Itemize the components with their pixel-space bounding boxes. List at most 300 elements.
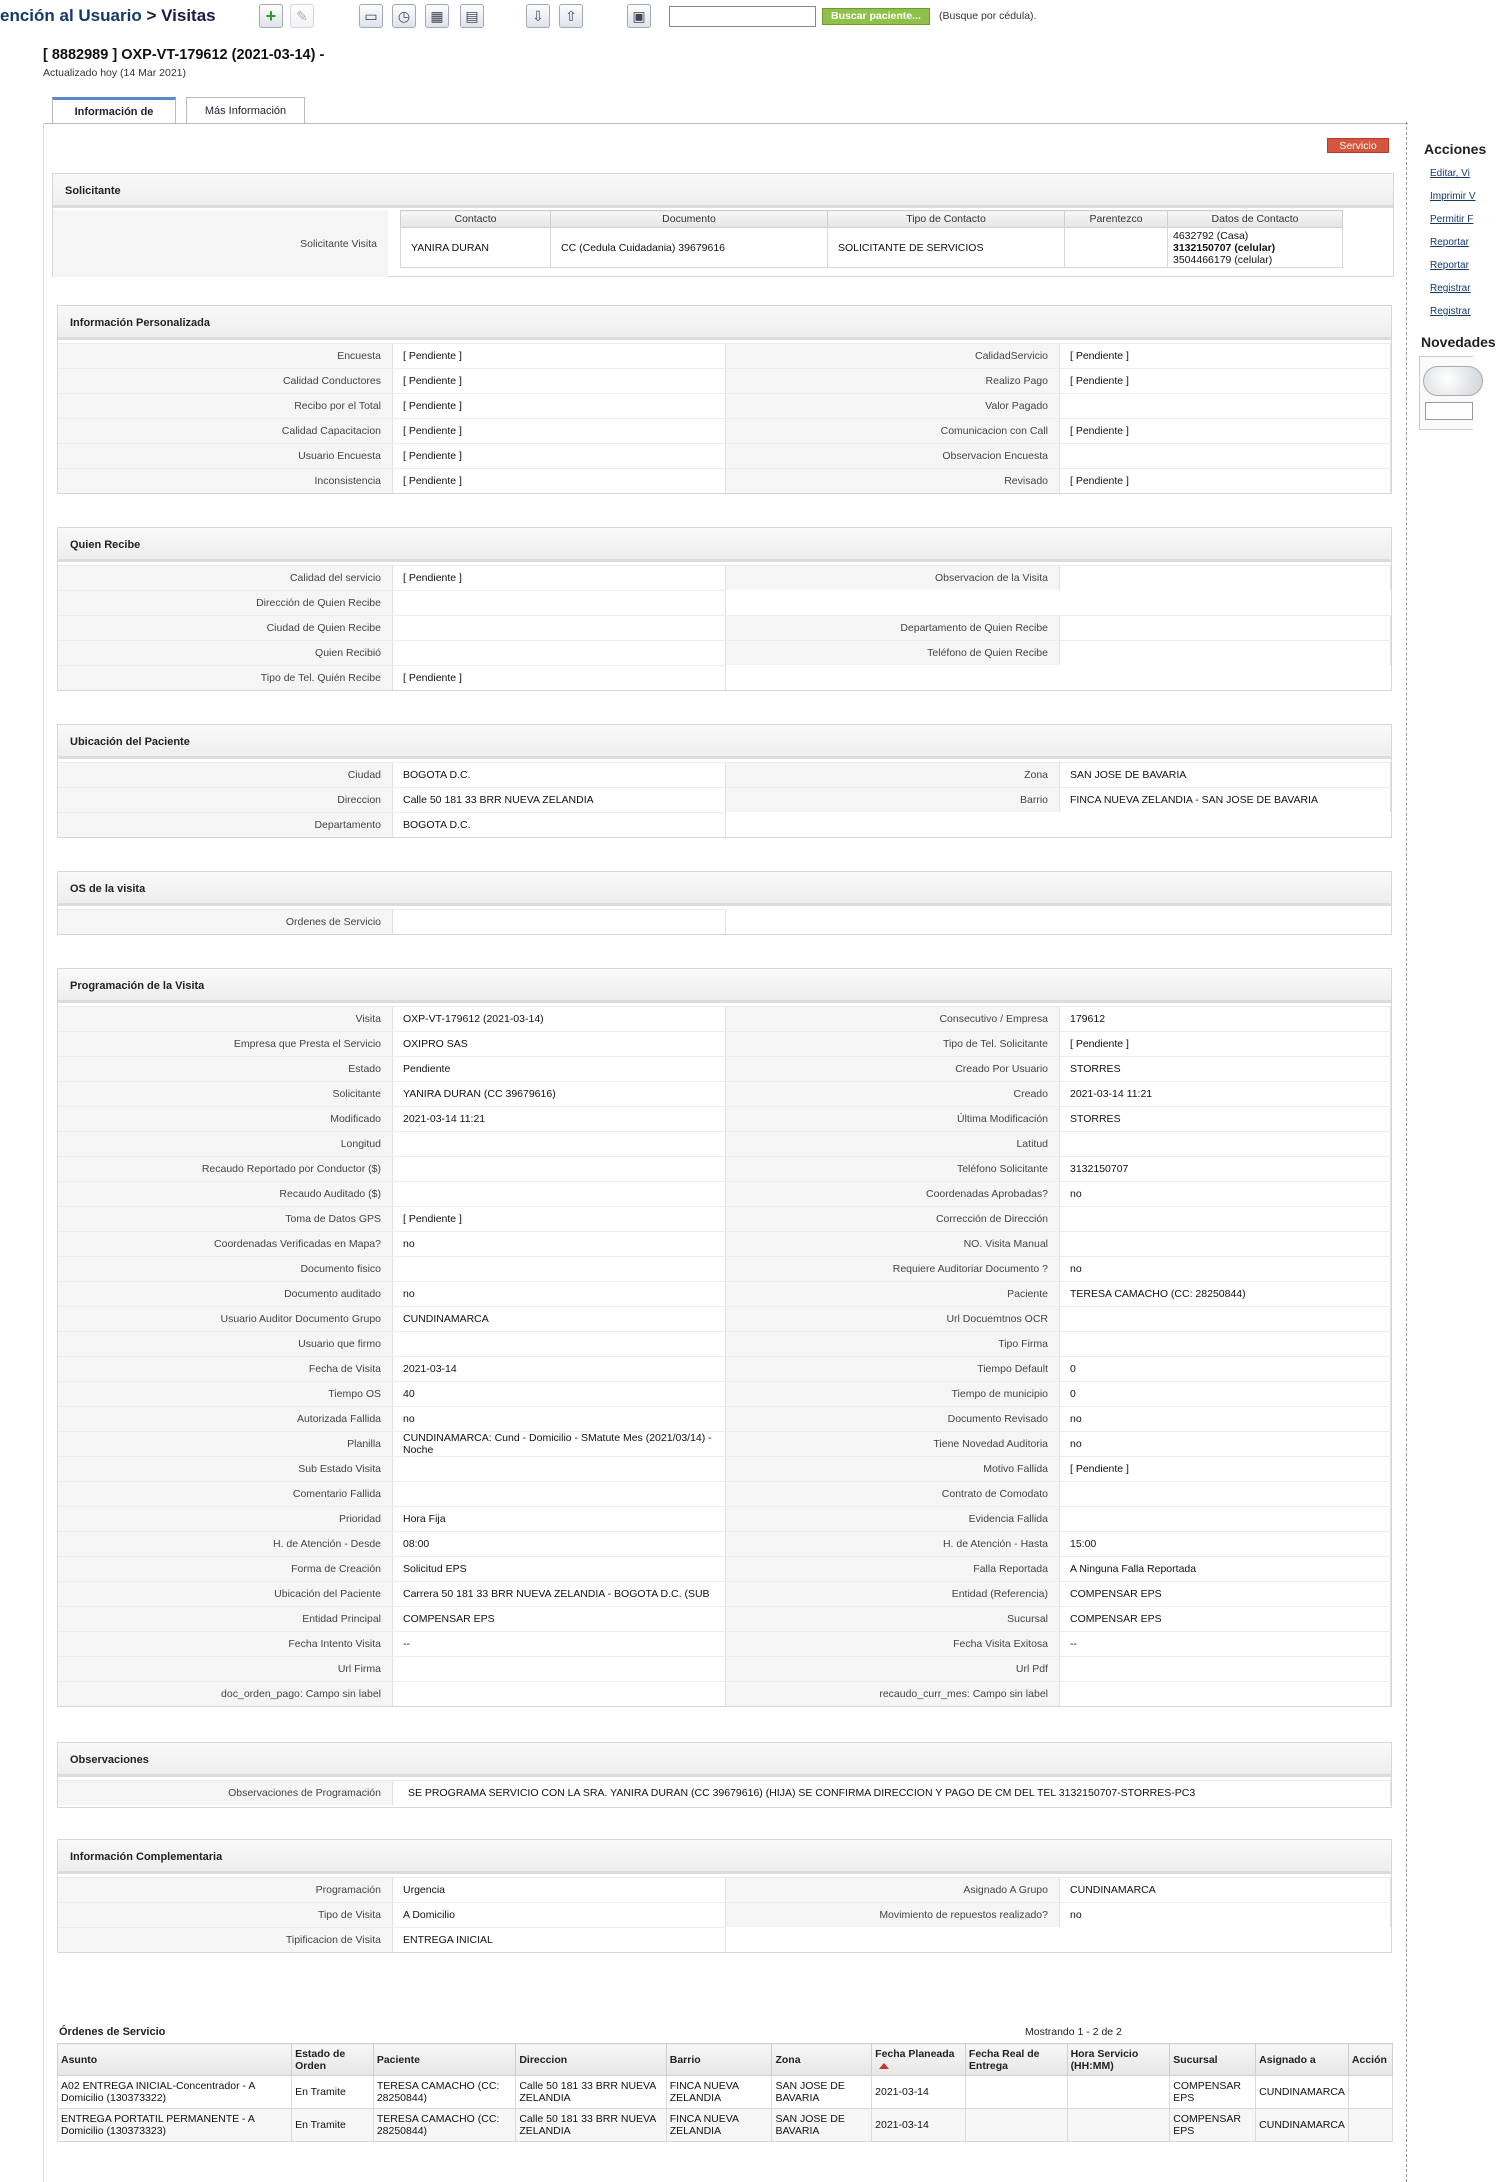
field-value: ENTREGA INICIAL [392, 1928, 726, 1952]
field-value [1059, 394, 1391, 418]
field-value: -- [392, 1632, 726, 1656]
field-value: BOGOTA D.C. [392, 813, 726, 837]
table-cell: CUNDINAMARCA [1256, 2109, 1349, 2142]
field-label: Calidad del servicio [58, 566, 392, 590]
field-label: Creado [726, 1082, 1059, 1106]
field-value [1059, 1232, 1391, 1256]
field-value: Calle 50 181 33 BRR NUEVA ZELANDIA [392, 788, 726, 812]
field-value: CUNDINAMARCA: Cund - Domicilio - SMatute Mes (2021/03/14) - Noche [392, 1432, 726, 1456]
search-patient-button[interactable]: Buscar paciente... [822, 8, 930, 25]
field-value [392, 910, 726, 934]
field-label: Tipo Firma [726, 1332, 1059, 1356]
page-title: [ 8882989 ] OXP-VT-179612 (2021-03-14) - [43, 47, 325, 63]
field-value [392, 1682, 726, 1706]
field-label: Observaciones de Programación [58, 1781, 392, 1805]
table-cell [1348, 2109, 1392, 2142]
field-label: Fecha Intento Visita [58, 1632, 392, 1656]
field-value: [ Pendiente ] [1059, 369, 1391, 393]
form-row [58, 368, 1391, 393]
field-label: Creado Por Usuario [726, 1057, 1059, 1081]
field-label: NO. Visita Manual [726, 1232, 1059, 1256]
servicio-badge[interactable]: Servicio [1327, 138, 1389, 153]
field-value: Hora Fija [392, 1507, 726, 1531]
field-label: Requiere Auditoriar Documento ? [726, 1257, 1059, 1281]
column-header[interactable] [373, 2044, 516, 2076]
field-label: CalidadServicio [726, 344, 1059, 368]
field-label: Evidencia Fallida [726, 1507, 1059, 1531]
quien-recibe-section [57, 527, 1392, 691]
section-header: Programación de la Visita [58, 969, 1391, 1003]
column-header[interactable] [58, 2044, 292, 2076]
form-row [58, 1456, 1391, 1481]
field-value: BOGOTA D.C. [392, 763, 726, 787]
field-value: 2021-03-14 11:21 [392, 1107, 726, 1131]
field-label: Tipo de Tel. Quién Recibe [58, 666, 392, 690]
field-label: Observacion Encuesta [726, 444, 1059, 468]
field-value: no [392, 1407, 726, 1431]
field-value [392, 1157, 726, 1181]
field-label: Ordenes de Servicio [58, 910, 392, 934]
breadcrumb [0, 6, 216, 26]
column-header-label: Acción [1351, 2053, 1387, 2066]
field-label: Sub Estado Visita [58, 1457, 392, 1481]
form-row [58, 1156, 1391, 1181]
field-value: 2021-03-14 11:21 [1059, 1082, 1391, 1106]
column-header-label: Barrio [669, 2053, 701, 2066]
column-header-label: Direccion [519, 2053, 568, 2066]
table-cell: TERESA CAMACHO (CC: 28250844) [373, 2109, 516, 2142]
field-value: Pendiente [392, 1057, 726, 1081]
field-label: Encuesta [58, 344, 392, 368]
contact-name: YANIRA DURAN [401, 228, 551, 268]
form-row [58, 1481, 1391, 1506]
column-header[interactable] [1067, 2044, 1170, 2076]
field-value [1059, 1657, 1391, 1681]
field-label: Modificado [58, 1107, 392, 1131]
column-header: Contacto [401, 211, 551, 228]
field-label: Planilla [58, 1432, 392, 1456]
field-value: no [1059, 1407, 1391, 1431]
clock-icon[interactable]: ◷ [392, 4, 416, 28]
contact-document: CC (Cedula Cuidadania) 39679616 [551, 228, 828, 268]
form-row [58, 1506, 1391, 1531]
monitor-icon[interactable]: ▣ [627, 4, 651, 28]
field-value [1059, 1682, 1391, 1706]
column-header[interactable] [1170, 2044, 1256, 2076]
field-label: Revisado [726, 469, 1059, 493]
form-row [58, 1406, 1391, 1431]
field-value: CUNDINAMARCA [1059, 1878, 1391, 1902]
form-row [58, 1581, 1391, 1606]
field-value: COMPENSAR EPS [1059, 1582, 1391, 1606]
field-label: Valor Pagado [726, 394, 1059, 418]
table-cell: SAN JOSE DE BAVARIA [772, 2076, 872, 2109]
action-link-print[interactable]: Imprimir V [1430, 191, 1476, 202]
updated-text: Actualizado hoy (14 Mar 2021) [43, 67, 186, 79]
column-header[interactable] [666, 2044, 772, 2076]
column-header[interactable] [292, 2044, 374, 2076]
contact-relation [1065, 228, 1168, 268]
field-label: Consecutivo / Empresa [726, 1007, 1059, 1031]
field-value: no [1059, 1903, 1391, 1927]
actions-title: Acciones [1424, 141, 1487, 157]
field-value: [ Pendiente ] [392, 1207, 726, 1231]
action-link-report-1[interactable]: Reportar [1430, 237, 1469, 248]
form-row [58, 1031, 1391, 1056]
section-header: Quien Recibe [58, 528, 1391, 562]
field-label: Usuario que firmo [58, 1332, 392, 1356]
form-row [58, 1056, 1391, 1081]
field-label: Paciente [726, 1282, 1059, 1306]
field-label: Calidad Capacitacion [58, 419, 392, 443]
field-value: Urgencia [392, 1878, 726, 1902]
form-row [58, 1656, 1391, 1681]
field-value: [ Pendiente ] [392, 394, 726, 418]
form-row [58, 1606, 1391, 1631]
field-label: H. de Atención - Hasta [726, 1532, 1059, 1556]
field-value: Carrera 50 181 33 BRR NUEVA ZELANDIA - BOGOTA D.C. (SUB [392, 1582, 726, 1606]
table-cell: En Tramite [292, 2109, 374, 2142]
form-row [58, 1356, 1391, 1381]
field-label: Documento fisico [58, 1257, 392, 1281]
field-value [1059, 1207, 1391, 1231]
column-header-label: Sucursal [1173, 2053, 1218, 2066]
field-label: Programación [58, 1878, 392, 1902]
field-value [1059, 444, 1391, 468]
field-value: [ Pendiente ] [1059, 1032, 1391, 1056]
sort-ascending-icon[interactable] [879, 2063, 889, 2069]
column-header-label: Asunto [61, 2053, 98, 2066]
breadcrumb-current: Visitas [161, 6, 216, 25]
field-value: [ Pendiente ] [1059, 469, 1391, 493]
form-row [58, 665, 726, 690]
action-link-register-1[interactable]: Registrar [1430, 283, 1471, 294]
table-cell: ENTREGA PORTATIL PERMANENTE - A Domicilio (130373323) [58, 2109, 292, 2142]
edit-icon[interactable]: ✎ [290, 4, 314, 28]
field-label: Latitud [726, 1132, 1059, 1156]
form-row [58, 1877, 1391, 1902]
phone-mobile-2: 3504466179 (celular) [1173, 253, 1273, 266]
table-cell: 2021-03-14 [872, 2109, 966, 2142]
export-icon[interactable]: ⇩ [526, 4, 550, 28]
column-header[interactable] [516, 2044, 666, 2076]
form-row [58, 1431, 1391, 1456]
table-cell: COMPENSAR EPS [1170, 2109, 1256, 2142]
cloud-icon [1423, 366, 1483, 396]
form-row [58, 1531, 1391, 1556]
table-row[interactable] [58, 2076, 1393, 2109]
table-cell: COMPENSAR EPS [1170, 2076, 1256, 2109]
field-label: Observacion de la Visita [726, 566, 1059, 590]
field-value: COMPENSAR EPS [1059, 1607, 1391, 1631]
form-row [58, 590, 726, 615]
field-value: COMPENSAR EPS [392, 1607, 726, 1631]
form-row [58, 1206, 1391, 1231]
table-row[interactable] [58, 2109, 1393, 2142]
form-row [58, 443, 1391, 468]
field-label: Departamento [58, 813, 392, 837]
field-label: Ubicación del Paciente [58, 1582, 392, 1606]
phone-mobile-1: 3132150707 (celular) [1173, 241, 1276, 254]
field-label: Documento auditado [58, 1282, 392, 1306]
form-row [58, 565, 1391, 590]
field-label: Tiempo OS [58, 1382, 392, 1406]
field-value: no [392, 1282, 726, 1306]
field-label: Longitud [58, 1132, 392, 1156]
field-label: Ciudad de Quien Recibe [58, 616, 392, 640]
field-label: Autorizada Fallida [58, 1407, 392, 1431]
field-value [1059, 616, 1391, 640]
import-icon[interactable]: ⇧ [559, 4, 583, 28]
column-header-label: Zona [775, 2053, 801, 2066]
calculator-icon[interactable]: ▦ [425, 4, 449, 28]
field-value: [ Pendiente ] [392, 566, 726, 590]
action-link-edit[interactable]: Editar, Vi [1430, 168, 1470, 179]
field-label: Entidad Principal [58, 1607, 392, 1631]
field-value: no [1059, 1432, 1391, 1456]
info-complementaria-section [57, 1839, 1392, 1953]
field-label: Teléfono Solicitante [726, 1157, 1059, 1181]
field-value: [ Pendiente ] [392, 666, 726, 690]
phone-home: 4632792 (Casa) [1173, 229, 1249, 242]
table-cell [1348, 2076, 1392, 2109]
field-label: Tiene Novedad Auditoria [726, 1432, 1059, 1456]
info-personalizada-section [57, 305, 1392, 494]
field-label: Tiempo de municipio [726, 1382, 1059, 1406]
field-value [392, 616, 726, 640]
field-value: CUNDINAMARCA [392, 1307, 726, 1331]
column-header: Datos de Contacto [1168, 211, 1343, 228]
field-value: no [392, 1232, 726, 1256]
form-row [58, 1331, 1391, 1356]
form-row [58, 1006, 1391, 1031]
field-value [392, 1657, 726, 1681]
novedades-title: Novedades [1421, 334, 1496, 350]
field-label: Empresa que Presta el Servicio [58, 1032, 392, 1056]
field-label: Documento Revisado [726, 1407, 1059, 1431]
field-label: Barrio [726, 788, 1059, 812]
form-row [58, 418, 1391, 443]
breadcrumb-separator: > [146, 6, 157, 25]
column-header-label: Estado de Orden [295, 2047, 346, 2072]
field-label: Quien Recibió [58, 641, 392, 665]
field-value: 0 [1059, 1357, 1391, 1381]
breadcrumb-parent[interactable]: ención al Usuario [0, 6, 142, 25]
search-input[interactable] [669, 6, 816, 27]
tab-mas-informacion[interactable]: Más Información [186, 97, 305, 124]
field-value: [ Pendiente ] [392, 419, 726, 443]
form-row [58, 615, 1391, 640]
form-row [58, 1281, 1391, 1306]
field-value: OXP-VT-179612 (2021-03-14) [392, 1007, 726, 1031]
field-value: 15:00 [1059, 1532, 1391, 1556]
field-label: Tipo de Tel. Solicitante [726, 1032, 1059, 1056]
form-row [58, 1556, 1391, 1581]
field-label: Visita [58, 1007, 392, 1031]
table-cell: A02 ENTREGA INICIAL-Concentrador - A Domicilio (130373322) [58, 2076, 292, 2109]
column-header-label: Fecha Planeada [875, 2047, 955, 2060]
field-label: Teléfono de Quien Recibe [726, 641, 1059, 665]
field-label: Forma de Creación [58, 1557, 392, 1581]
field-value: YANIRA DURAN (CC 39679616) [392, 1082, 726, 1106]
os-visita-section [57, 871, 1392, 935]
orders-table [57, 2043, 1393, 2142]
table-cell [965, 2076, 1067, 2109]
column-header[interactable] [965, 2044, 1067, 2076]
field-label: Sucursal [726, 1607, 1059, 1631]
field-value [1059, 1307, 1391, 1331]
field-label: Fecha Visita Exitosa [726, 1632, 1059, 1656]
field-value [392, 1132, 726, 1156]
field-value: OXIPRO SAS [392, 1032, 726, 1056]
field-label: Falla Reportada [726, 1557, 1059, 1581]
field-value: -- [1059, 1632, 1391, 1656]
field-label: Prioridad [58, 1507, 392, 1531]
field-value [1059, 1132, 1391, 1156]
field-value [1059, 1507, 1391, 1531]
field-label: Ciudad [58, 763, 392, 787]
field-value: STORRES [1059, 1057, 1391, 1081]
form-row [58, 1181, 1391, 1206]
ubicacion-section [57, 724, 1392, 838]
search-hint: (Busque por cédula). [939, 10, 1037, 22]
field-label: Fecha de Visita [58, 1357, 392, 1381]
field-label: Movimiento de repuestos realizado? [726, 1903, 1059, 1927]
field-value: STORRES [1059, 1107, 1391, 1131]
novedad-input[interactable] [1425, 402, 1473, 420]
field-label: Recibo por el Total [58, 394, 392, 418]
action-link-register-2[interactable]: Registrar [1430, 306, 1471, 317]
observaciones-section [57, 1742, 1392, 1808]
field-label: Recaudo Reportado por Conductor ($) [58, 1157, 392, 1181]
field-value [392, 1257, 726, 1281]
field-label: Direccion [58, 788, 392, 812]
table-cell: CUNDINAMARCA [1256, 2076, 1349, 2109]
column-header[interactable] [1256, 2044, 1349, 2076]
field-value: A Domicilio [392, 1903, 726, 1927]
column-header[interactable] [1348, 2044, 1392, 2076]
contacts-table [400, 210, 1343, 268]
window-icon[interactable]: ▭ [359, 4, 383, 28]
field-value [392, 641, 726, 665]
field-label: Url Docuemtnos OCR [726, 1307, 1059, 1331]
field-label: Comentario Fallida [58, 1482, 392, 1506]
table-cell: 2021-03-14 [872, 2076, 966, 2109]
column-header[interactable] [772, 2044, 872, 2076]
field-label: Realizo Pago [726, 369, 1059, 393]
add-icon[interactable]: + [259, 4, 283, 28]
form-row [58, 1256, 1391, 1281]
field-value [392, 1482, 726, 1506]
column-header-label: Asignado a [1259, 2053, 1316, 2066]
section-header: Información Personalizada [58, 306, 1391, 340]
contact-data [1168, 228, 1343, 268]
column-header[interactable] [872, 2044, 966, 2076]
form-row [58, 1902, 1391, 1927]
form-row [58, 640, 1391, 665]
form-row [58, 1927, 726, 1952]
orders-title: Órdenes de Servicio [59, 2026, 166, 2038]
field-label: Tipo de Visita [58, 1903, 392, 1927]
column-header-label: Hora Servicio (HH:MM) [1070, 2047, 1139, 2072]
field-value: [ Pendiente ] [1059, 1457, 1391, 1481]
column-header: Documento [551, 211, 828, 228]
field-value: [ Pendiente ] [392, 344, 726, 368]
field-value: [ Pendiente ] [1059, 344, 1391, 368]
field-label: Solicitante Visita [53, 210, 388, 277]
field-label: Comunicacion con Call [726, 419, 1059, 443]
field-value: [ Pendiente ] [1059, 419, 1391, 443]
tab-divider [43, 123, 1408, 124]
form-row [58, 1306, 1391, 1331]
field-label: Departamento de Quien Recibe [726, 616, 1059, 640]
field-label: recaudo_curr_mes: Campo sin label [726, 1682, 1059, 1706]
clipboard-icon[interactable]: ▤ [460, 4, 484, 28]
table-cell: FINCA NUEVA ZELANDIA [666, 2076, 772, 2109]
form-row [58, 812, 726, 837]
table-cell: Calle 50 181 33 BRR NUEVA ZELANDIA [516, 2109, 666, 2142]
field-label: Coordenadas Verificadas en Mapa? [58, 1232, 392, 1256]
form-row [58, 1780, 1391, 1805]
action-link-permit[interactable]: Permitir F [1430, 214, 1474, 225]
field-value: 179612 [1059, 1007, 1391, 1031]
field-label: Estado [58, 1057, 392, 1081]
table-cell: En Tramite [292, 2076, 374, 2109]
table-cell: Calle 50 181 33 BRR NUEVA ZELANDIA [516, 2076, 666, 2109]
form-row [58, 1081, 1391, 1106]
field-label: Usuario Auditor Documento Grupo [58, 1307, 392, 1331]
field-value [1059, 641, 1391, 665]
field-value: 08:00 [392, 1532, 726, 1556]
tab-informacion[interactable]: Información de [52, 97, 176, 124]
field-label: Usuario Encuesta [58, 444, 392, 468]
table-cell: SAN JOSE DE BAVARIA [772, 2109, 872, 2142]
field-value [1059, 1332, 1391, 1356]
field-value [1059, 566, 1391, 590]
field-value: FINCA NUEVA ZELANDIA - SAN JOSE DE BAVARIA [1059, 788, 1391, 812]
field-label: H. de Atención - Desde [58, 1532, 392, 1556]
field-value: no [1059, 1182, 1391, 1206]
field-label: Dirección de Quien Recibe [58, 591, 392, 615]
field-label: Calidad Conductores [58, 369, 392, 393]
programacion-section [57, 968, 1392, 1707]
field-value: [ Pendiente ] [392, 444, 726, 468]
form-row [58, 343, 1391, 368]
field-value: SE PROGRAMA SERVICIO CON LA SRA. YANIRA DURAN (CC 39679616) (HIJA) SE CONFIRMA DIRECCION Y PAGO DE CM DEL TEL 3132150707-STORRES-PC3 [392, 1781, 1391, 1805]
column-header: Tipo de Contacto [828, 211, 1065, 228]
form-row [58, 393, 1391, 418]
panel-divider [1406, 122, 1407, 2182]
field-value: [ Pendiente ] [392, 469, 726, 493]
field-value: 2021-03-14 [392, 1357, 726, 1381]
table-row [401, 228, 1343, 268]
form-row [58, 1106, 1391, 1131]
field-value [392, 1332, 726, 1356]
column-header-label: Fecha Real de Entrega [968, 2047, 1040, 2072]
field-value: 3132150707 [1059, 1157, 1391, 1181]
form-row [58, 468, 1391, 493]
field-value: SAN JOSE DE BAVARIA [1059, 763, 1391, 787]
section-header: OS de la visita [58, 872, 1391, 906]
field-value: A Ninguna Falla Reportada [1059, 1557, 1391, 1581]
field-value: [ Pendiente ] [392, 369, 726, 393]
field-value: TERESA CAMACHO (CC: 28250844) [1059, 1282, 1391, 1306]
action-link-report-2[interactable]: Reportar [1430, 260, 1469, 271]
table-cell [1067, 2109, 1170, 2142]
column-header-label: Paciente [376, 2053, 421, 2066]
field-label: Tipificacion de Visita [58, 1928, 392, 1952]
table-cell [965, 2109, 1067, 2142]
